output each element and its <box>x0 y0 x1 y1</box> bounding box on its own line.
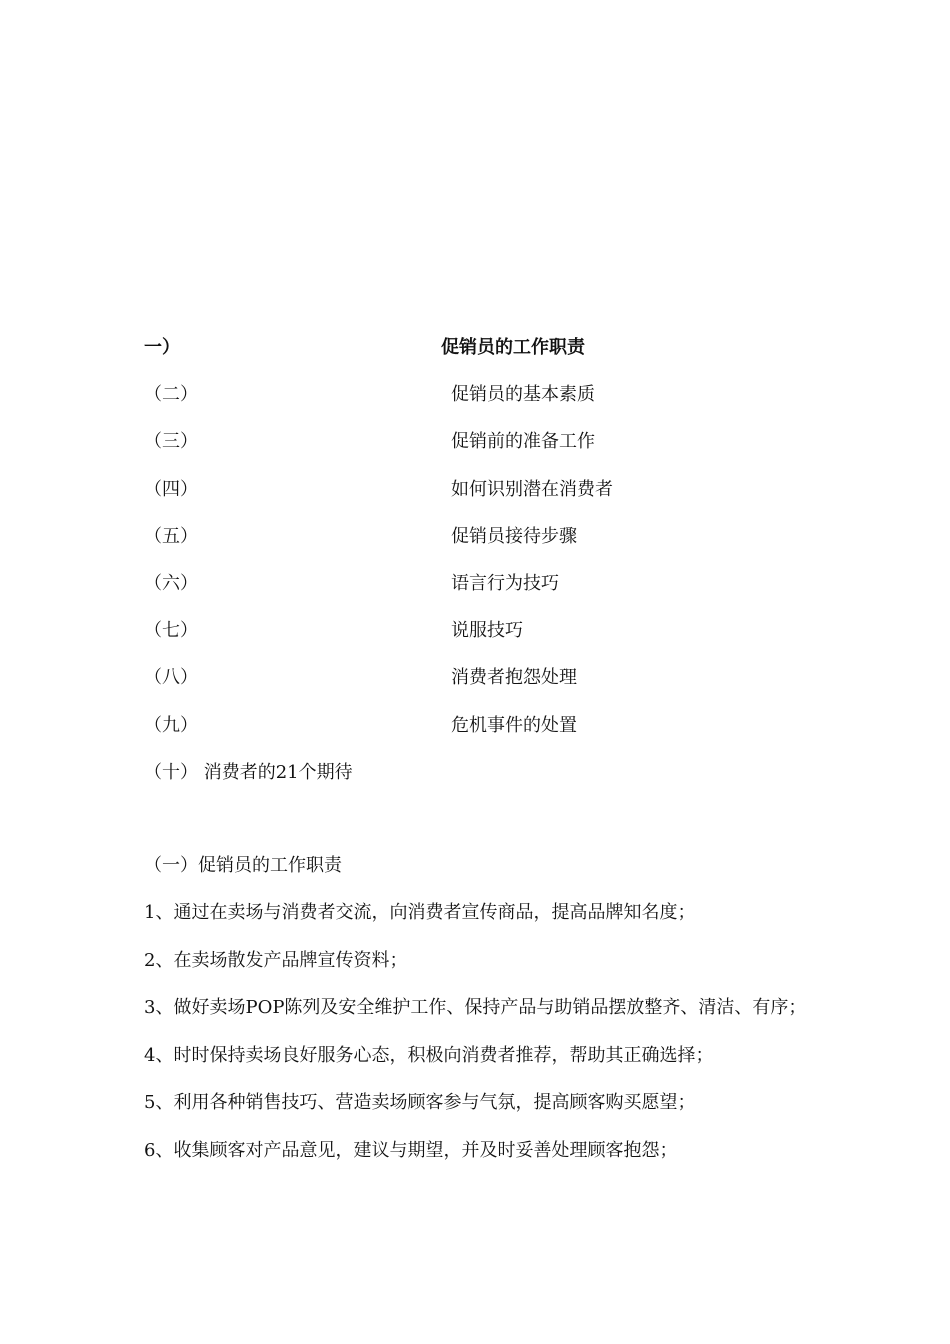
toc-item-number: （四） <box>144 478 198 500</box>
toc-item <box>144 572 824 619</box>
section-heading: （一）促销员的工作职责 <box>144 855 342 876</box>
toc-item <box>144 525 824 572</box>
toc-item <box>144 430 824 477</box>
toc-item-title: 如何识别潜在消费者 <box>451 478 613 500</box>
toc-item <box>144 383 824 430</box>
toc-item <box>144 714 824 761</box>
toc-item-title: 促销员接待步骤 <box>451 525 577 547</box>
duty-item: 1、通过在卖场与消费者交流，向消费者宣传商品，提高品牌知名度； <box>144 902 696 923</box>
toc-item <box>144 619 824 666</box>
toc-item <box>144 478 824 525</box>
toc-item-number: （七） <box>144 620 198 642</box>
toc-item-title: 促销员的工作职责 <box>441 337 585 358</box>
toc-item-number: （三） <box>144 431 198 453</box>
toc-item <box>144 666 824 713</box>
table-of-contents <box>144 336 824 808</box>
toc-item-number: （十） 消费者的21个期待 <box>144 761 353 783</box>
toc-item-number: （五） <box>144 525 198 547</box>
section-body <box>144 854 812 1186</box>
toc-item-number: 一） <box>144 337 180 358</box>
toc-item-title: 消费者抱怨处理 <box>451 667 577 689</box>
duty-item: 5、利用各种销售技巧、营造卖场顾客参与气氛，提高顾客购买愿望； <box>144 1092 696 1113</box>
toc-item-title: 危机事件的处置 <box>451 714 577 736</box>
toc-item-number: （二） <box>144 384 198 406</box>
duty-item: 6、收集顾客对产品意见，建议与期望，并及时妥善处理顾客抱怨； <box>144 1139 678 1161</box>
toc-item-number: （八） <box>144 667 198 689</box>
toc-item-title: 说服技巧 <box>451 620 523 642</box>
duty-item: 4、时时保持卖场良好服务心态，积极向消费者推荐，帮助其正确选择； <box>144 1044 714 1066</box>
toc-item <box>144 761 824 808</box>
toc-item <box>144 336 824 383</box>
toc-item-title: 促销前的准备工作 <box>451 431 595 453</box>
duty-item: 3、做好卖场POP陈列及安全维护工作、保持产品与助销品摆放整齐、清洁、有序； <box>144 997 807 1018</box>
toc-item-title: 促销员的基本素质 <box>451 384 595 406</box>
duty-item: 2、在卖场散发产品牌宣传资料； <box>144 949 408 971</box>
toc-item-number: （九） <box>144 714 198 736</box>
toc-item-title: 语言行为技巧 <box>451 572 559 594</box>
toc-item-number: （六） <box>144 572 198 594</box>
